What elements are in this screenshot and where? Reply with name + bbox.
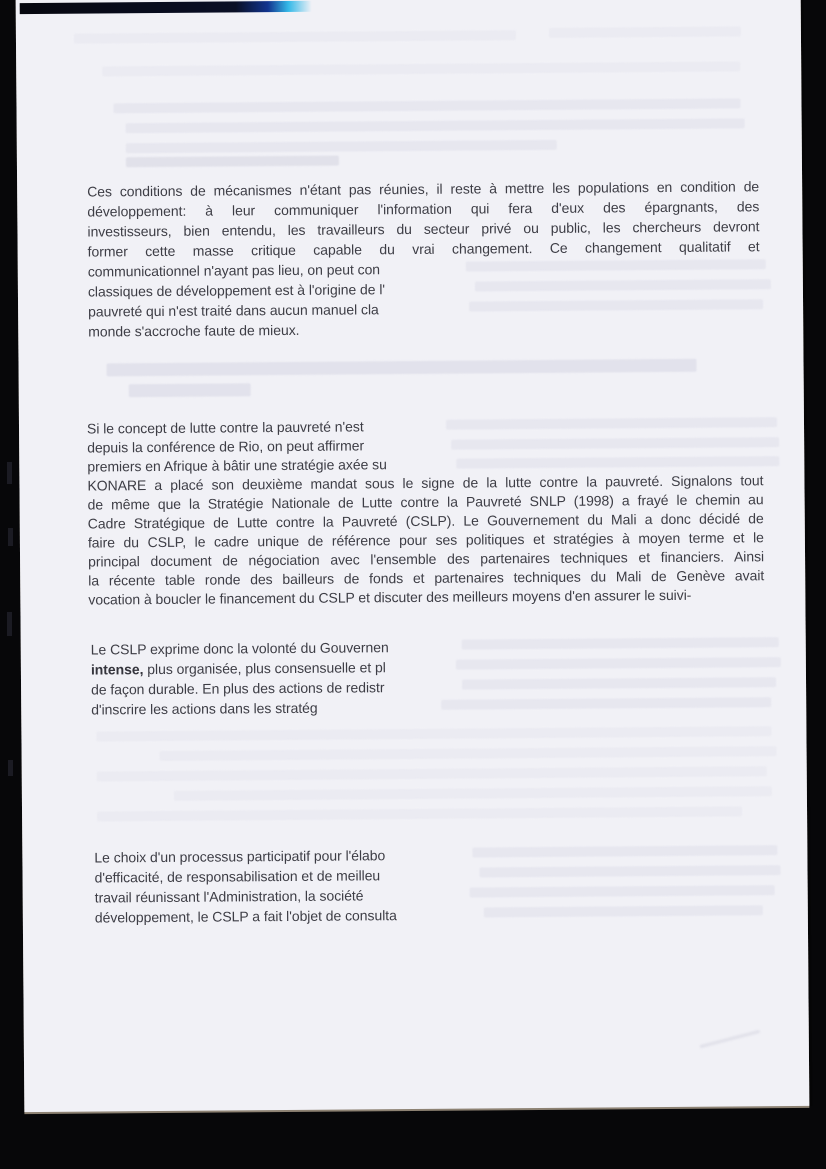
text-line: classiques de développement est à l'origine de l' — [87, 281, 386, 300]
paragraph-strategie-cslp — [87, 414, 764, 609]
text-line: depuis la conférence de Rio, on peut affirmer — [87, 437, 365, 456]
paragraph-conditions-developpement — [87, 176, 760, 341]
scanner-streak-bar — [20, 1, 312, 14]
ghost-text-line — [126, 140, 557, 153]
ghost-heading-line — [129, 383, 251, 397]
film-strip-mark — [8, 760, 13, 776]
film-strip-mark — [8, 528, 13, 546]
text-line: de façon durable. En plus des actions de redistr — [91, 679, 385, 698]
ghost-text-line — [102, 61, 740, 76]
ghost-text-line — [549, 26, 741, 38]
text-line: développement: à leur communiquer l'information qui fera d'eux des épargnants, des — [87, 198, 760, 220]
text-line: former cette masse critique capable du vrai changement. Ce changement qualitatif et — [87, 238, 760, 260]
text-line: communicationnel n'ayant pas lieu, on peut con — [87, 261, 381, 280]
scanned-page — [16, 0, 810, 1112]
ghost-text-line — [113, 98, 740, 113]
text-line: monde s'accroche faute de mieux. — [88, 321, 300, 340]
text-line: intense, plus organisée, plus consensuelle et pl — [90, 659, 386, 678]
text-line: pauvreté qui n'est traité dans aucun manuel cla — [88, 301, 379, 320]
film-strip-mark — [7, 462, 12, 484]
text-line: Le choix d'un processus participatif pour l'élabo — [94, 847, 386, 866]
text-line: Cadre Stratégique de Lutte contre la Pauvreté (CSLP). Le Gouvernement du Mali a donc décidé de — [87, 510, 764, 532]
text-line: principal document de négociation avec l'ensemble des partenaires techniques et financiers. Ainsi — [88, 548, 765, 570]
text-line: développement, le CSLP a fait l'objet de consulta — [94, 907, 397, 926]
ghost-text-line — [74, 30, 516, 43]
ghost-text-line — [126, 156, 339, 168]
text-line: Si le concept de lutte contre la pauvreté n'est — [86, 418, 364, 437]
ghost-text-line — [160, 746, 777, 761]
paragraph-volonte-gouvernement — [91, 634, 764, 719]
text-line: travail réunissant l'Administration, la société — [94, 887, 364, 906]
ghost-text-line — [126, 118, 745, 133]
paragraph-processus-participatif — [94, 842, 767, 927]
text-line: d'efficacité, de responsabilisation et de meilleu — [94, 867, 381, 886]
ghost-heading-line — [107, 359, 697, 377]
text-line: KONARE a placé son deuxième mandat sous le signe de la lutte contre la pauvreté. Signalons tout — [87, 472, 764, 494]
text-line: Ces conditions de mécanismes n'étant pas réunies, il reste à mettre les populations en condition de — [87, 178, 760, 200]
film-strip-mark — [7, 612, 12, 636]
ghost-text-line — [174, 786, 772, 801]
ghost-text-line — [97, 766, 767, 781]
text-line: premiers en Afrique à bâtir une stratégie axée su — [87, 456, 387, 475]
text-line: d'inscrire les actions dans les stratég — [91, 699, 318, 718]
text-line: de même que la Stratégie Nationale de Lutte contre la Pauvreté SNLP (1998) a frayé le chemin au — [87, 491, 764, 513]
ghost-text-line — [96, 726, 771, 741]
ghost-signature-smudge — [699, 1030, 760, 1048]
text-line: faire du CSLP, le cadre unique de référence pour ses politiques et stratégies à moyen terme et le — [87, 529, 764, 551]
text-line: Le CSLP exprime donc la volonté du Gouvernen — [90, 639, 389, 658]
text-line: vocation à boucler le financement du CSLP et discuter des meilleurs moyens d'en assurer le suivi- — [88, 586, 692, 608]
text-line: investisseurs, bien entendu, les travailleurs du secteur privé ou public, les chercheurs devront — [87, 218, 760, 240]
ghost-text-line — [97, 806, 742, 821]
text-line: la récente table ronde des bailleurs de fonds et partenaires techniques du Mali de Genève avait — [88, 567, 765, 589]
